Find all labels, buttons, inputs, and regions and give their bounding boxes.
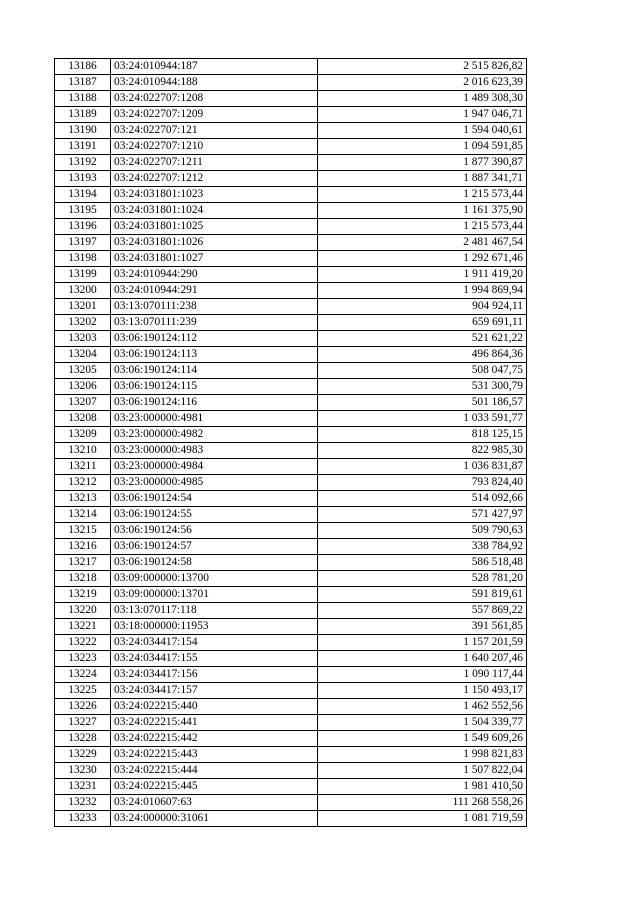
cadastral-number-cell: 03:13:070111:239 <box>111 315 318 331</box>
cadastral-number-cell: 03:18:000000:11953 <box>111 619 318 635</box>
row-number-cell: 13224 <box>55 667 111 683</box>
table-row <box>55 571 527 587</box>
cadastral-value-cell: 514 092,66 <box>318 491 527 507</box>
cadastral-value-cell: 818 125,15 <box>318 427 527 443</box>
cadastral-number-cell: 03:24:034417:155 <box>111 651 318 667</box>
cadastral-value-cell: 793 824,40 <box>318 475 527 491</box>
table-row <box>55 379 527 395</box>
cadastral-number-cell: 03:24:031801:1026 <box>111 235 318 251</box>
cadastral-value-cell: 521 621,22 <box>318 331 527 347</box>
table-row <box>55 683 527 699</box>
table-row <box>55 763 527 779</box>
cadastral-value-cell: 338 784,92 <box>318 539 527 555</box>
cadastral-number-cell: 03:06:190124:57 <box>111 539 318 555</box>
row-number-cell: 13201 <box>55 299 111 315</box>
table-row <box>55 747 527 763</box>
cadastral-number-cell: 03:06:190124:56 <box>111 523 318 539</box>
table-row <box>55 427 527 443</box>
cadastral-number-cell: 03:06:190124:112 <box>111 331 318 347</box>
cadastral-number-cell: 03:24:010607:63 <box>111 795 318 811</box>
table-row <box>55 331 527 347</box>
cadastral-value-cell: 586 518,48 <box>318 555 527 571</box>
cadastral-number-cell: 03:24:031801:1024 <box>111 203 318 219</box>
row-number-cell: 13194 <box>55 187 111 203</box>
row-number-cell: 13209 <box>55 427 111 443</box>
cadastral-number-cell: 03:23:000000:4984 <box>111 459 318 475</box>
cadastral-value-cell: 571 427,97 <box>318 507 527 523</box>
row-number-cell: 13226 <box>55 699 111 715</box>
cadastral-number-cell: 03:24:022215:442 <box>111 731 318 747</box>
cadastral-number-cell: 03:24:022215:443 <box>111 747 318 763</box>
row-number-cell: 13186 <box>55 59 111 75</box>
row-number-cell: 13188 <box>55 91 111 107</box>
row-number-cell: 13230 <box>55 763 111 779</box>
cadastral-value-cell: 1 947 046,71 <box>318 107 527 123</box>
table-body <box>55 59 527 827</box>
cadastral-number-cell: 03:06:190124:55 <box>111 507 318 523</box>
table-row <box>55 267 527 283</box>
row-number-cell: 13189 <box>55 107 111 123</box>
cadastral-value-cell: 1 094 591,85 <box>318 139 527 155</box>
table-row <box>55 299 527 315</box>
row-number-cell: 13232 <box>55 795 111 811</box>
cadastral-number-cell: 03:23:000000:4983 <box>111 443 318 459</box>
row-number-cell: 13192 <box>55 155 111 171</box>
row-number-cell: 13198 <box>55 251 111 267</box>
table-row <box>55 251 527 267</box>
row-number-cell: 13195 <box>55 203 111 219</box>
cadastral-number-cell: 03:24:010944:290 <box>111 267 318 283</box>
table-row <box>55 363 527 379</box>
cadastral-value-cell: 1 549 609,26 <box>318 731 527 747</box>
cadastral-value-cell: 557 869,22 <box>318 603 527 619</box>
row-number-cell: 13213 <box>55 491 111 507</box>
row-number-cell: 13215 <box>55 523 111 539</box>
row-number-cell: 13191 <box>55 139 111 155</box>
row-number-cell: 13211 <box>55 459 111 475</box>
table-row <box>55 779 527 795</box>
table-row <box>55 731 527 747</box>
cadastral-number-cell: 03:24:022707:1209 <box>111 107 318 123</box>
cadastral-value-cell: 1 887 341,71 <box>318 171 527 187</box>
cadastral-value-cell: 508 047,75 <box>318 363 527 379</box>
cadastral-number-cell: 03:06:190124:115 <box>111 379 318 395</box>
cadastral-value-cell: 1 911 419,20 <box>318 267 527 283</box>
cadastral-value-cell: 1 489 308,30 <box>318 91 527 107</box>
cadastral-value-cell: 1 507 822,04 <box>318 763 527 779</box>
cadastral-number-cell: 03:06:190124:114 <box>111 363 318 379</box>
cadastral-value-cell: 1 215 573,44 <box>318 187 527 203</box>
row-number-cell: 13187 <box>55 75 111 91</box>
row-number-cell: 13207 <box>55 395 111 411</box>
row-number-cell: 13206 <box>55 379 111 395</box>
row-number-cell: 13229 <box>55 747 111 763</box>
row-number-cell: 13219 <box>55 587 111 603</box>
cadastral-value-cell: 528 781,20 <box>318 571 527 587</box>
table-row <box>55 219 527 235</box>
table-row <box>55 587 527 603</box>
table-row <box>55 139 527 155</box>
table-row <box>55 491 527 507</box>
table-row <box>55 635 527 651</box>
table-row <box>55 123 527 139</box>
cadastral-number-cell: 03:23:000000:4982 <box>111 427 318 443</box>
table-row <box>55 171 527 187</box>
cadastral-value-cell: 531 300,79 <box>318 379 527 395</box>
cadastral-number-cell: 03:24:022707:1208 <box>111 91 318 107</box>
cadastral-number-cell: 03:06:190124:113 <box>111 347 318 363</box>
row-number-cell: 13199 <box>55 267 111 283</box>
row-number-cell: 13217 <box>55 555 111 571</box>
cadastral-number-cell: 03:24:022707:1210 <box>111 139 318 155</box>
cadastral-number-cell: 03:24:010944:187 <box>111 59 318 75</box>
table-row <box>55 523 527 539</box>
table-row <box>55 555 527 571</box>
row-number-cell: 13200 <box>55 283 111 299</box>
table-row <box>55 603 527 619</box>
cadastral-value-cell: 1 462 552,56 <box>318 699 527 715</box>
cadastral-number-cell: 03:24:022707:1211 <box>111 155 318 171</box>
cadastral-number-cell: 03:13:070117:118 <box>111 603 318 619</box>
cadastral-number-cell: 03:23:000000:4981 <box>111 411 318 427</box>
cadastral-value-cell: 1 504 339,77 <box>318 715 527 731</box>
cadastral-value-cell: 496 864,36 <box>318 347 527 363</box>
cadastral-number-cell: 03:24:031801:1027 <box>111 251 318 267</box>
table-row <box>55 187 527 203</box>
cadastral-value-cell: 1 640 207,46 <box>318 651 527 667</box>
row-number-cell: 13196 <box>55 219 111 235</box>
table-row <box>55 203 527 219</box>
cadastral-value-cell: 659 691,11 <box>318 315 527 331</box>
table-row <box>55 75 527 91</box>
table-row <box>55 283 527 299</box>
cadastral-number-cell: 03:24:010944:188 <box>111 75 318 91</box>
table-row <box>55 811 527 827</box>
cadastral-value-cell: 1 292 671,46 <box>318 251 527 267</box>
cadastral-number-cell: 03:13:070111:238 <box>111 299 318 315</box>
row-number-cell: 13203 <box>55 331 111 347</box>
cadastral-number-cell: 03:23:000000:4985 <box>111 475 318 491</box>
row-number-cell: 13197 <box>55 235 111 251</box>
table-row <box>55 459 527 475</box>
cadastral-number-cell: 03:24:031801:1025 <box>111 219 318 235</box>
cadastral-value-cell: 1 033 591,77 <box>318 411 527 427</box>
cadastral-number-cell: 03:06:190124:54 <box>111 491 318 507</box>
cadastral-number-cell: 03:24:034417:156 <box>111 667 318 683</box>
cadastral-number-cell: 03:24:022215:441 <box>111 715 318 731</box>
row-number-cell: 13212 <box>55 475 111 491</box>
cadastral-number-cell: 03:24:022215:445 <box>111 779 318 795</box>
cadastral-number-cell: 03:09:000000:13700 <box>111 571 318 587</box>
row-number-cell: 13205 <box>55 363 111 379</box>
row-number-cell: 13210 <box>55 443 111 459</box>
row-number-cell: 13190 <box>55 123 111 139</box>
row-number-cell: 13222 <box>55 635 111 651</box>
row-number-cell: 13233 <box>55 811 111 827</box>
cadastral-number-cell: 03:24:010944:291 <box>111 283 318 299</box>
cadastral-value-cell: 1 981 410,50 <box>318 779 527 795</box>
row-number-cell: 13216 <box>55 539 111 555</box>
cadastral-number-cell: 03:24:034417:154 <box>111 635 318 651</box>
cadastral-value-cell: 1 081 719,59 <box>318 811 527 827</box>
table-row <box>55 59 527 75</box>
row-number-cell: 13218 <box>55 571 111 587</box>
cadastral-value-cell: 1 157 201,59 <box>318 635 527 651</box>
cadastral-value-cell: 2 481 467,54 <box>318 235 527 251</box>
cadastral-number-cell: 03:24:034417:157 <box>111 683 318 699</box>
row-number-cell: 13202 <box>55 315 111 331</box>
cadastral-value-cell: 1 161 375,90 <box>318 203 527 219</box>
table-row <box>55 315 527 331</box>
cadastral-value-cell: 1 998 821,83 <box>318 747 527 763</box>
table-row <box>55 395 527 411</box>
cadastral-value-table <box>54 58 527 827</box>
cadastral-number-cell: 03:06:190124:58 <box>111 555 318 571</box>
cadastral-number-cell: 03:24:031801:1023 <box>111 187 318 203</box>
row-number-cell: 13193 <box>55 171 111 187</box>
cadastral-value-cell: 1 215 573,44 <box>318 219 527 235</box>
cadastral-value-cell: 1 994 869,94 <box>318 283 527 299</box>
cadastral-value-cell: 501 186,57 <box>318 395 527 411</box>
table-row <box>55 715 527 731</box>
table-row <box>55 619 527 635</box>
table-row <box>55 667 527 683</box>
row-number-cell: 13225 <box>55 683 111 699</box>
cadastral-number-cell: 03:24:022707:121 <box>111 123 318 139</box>
cadastral-value-cell: 1 090 117,44 <box>318 667 527 683</box>
cadastral-number-cell: 03:24:022215:444 <box>111 763 318 779</box>
cadastral-value-cell: 1 594 040,61 <box>318 123 527 139</box>
table-row <box>55 475 527 491</box>
cadastral-value-cell: 1 150 493,17 <box>318 683 527 699</box>
cadastral-value-cell: 1 877 390,87 <box>318 155 527 171</box>
cadastral-value-cell: 111 268 558,26 <box>318 795 527 811</box>
cadastral-number-cell: 03:24:000000:31061 <box>111 811 318 827</box>
table-row <box>55 411 527 427</box>
cadastral-value-cell: 591 819,61 <box>318 587 527 603</box>
row-number-cell: 13223 <box>55 651 111 667</box>
cadastral-number-cell: 03:09:000000:13701 <box>111 587 318 603</box>
cadastral-value-cell: 1 036 831,87 <box>318 459 527 475</box>
cadastral-value-cell: 2 016 623,39 <box>318 75 527 91</box>
cadastral-value-cell: 391 561,85 <box>318 619 527 635</box>
table-row <box>55 651 527 667</box>
table-row <box>55 443 527 459</box>
row-number-cell: 13227 <box>55 715 111 731</box>
cadastral-value-cell: 509 790,63 <box>318 523 527 539</box>
table-row <box>55 795 527 811</box>
table-row <box>55 91 527 107</box>
row-number-cell: 13220 <box>55 603 111 619</box>
cadastral-value-cell: 904 924,11 <box>318 299 527 315</box>
table-row <box>55 347 527 363</box>
table-row <box>55 155 527 171</box>
row-number-cell: 13228 <box>55 731 111 747</box>
table-row <box>55 539 527 555</box>
row-number-cell: 13204 <box>55 347 111 363</box>
row-number-cell: 13214 <box>55 507 111 523</box>
cadastral-number-cell: 03:24:022215:440 <box>111 699 318 715</box>
row-number-cell: 13221 <box>55 619 111 635</box>
table-row <box>55 507 527 523</box>
cadastral-number-cell: 03:06:190124:116 <box>111 395 318 411</box>
cadastral-value-cell: 822 985,30 <box>318 443 527 459</box>
cadastral-number-cell: 03:24:022707:1212 <box>111 171 318 187</box>
cadastral-value-cell: 2 515 826,82 <box>318 59 527 75</box>
table-row <box>55 107 527 123</box>
row-number-cell: 13208 <box>55 411 111 427</box>
row-number-cell: 13231 <box>55 779 111 795</box>
table-row <box>55 699 527 715</box>
table-row <box>55 235 527 251</box>
